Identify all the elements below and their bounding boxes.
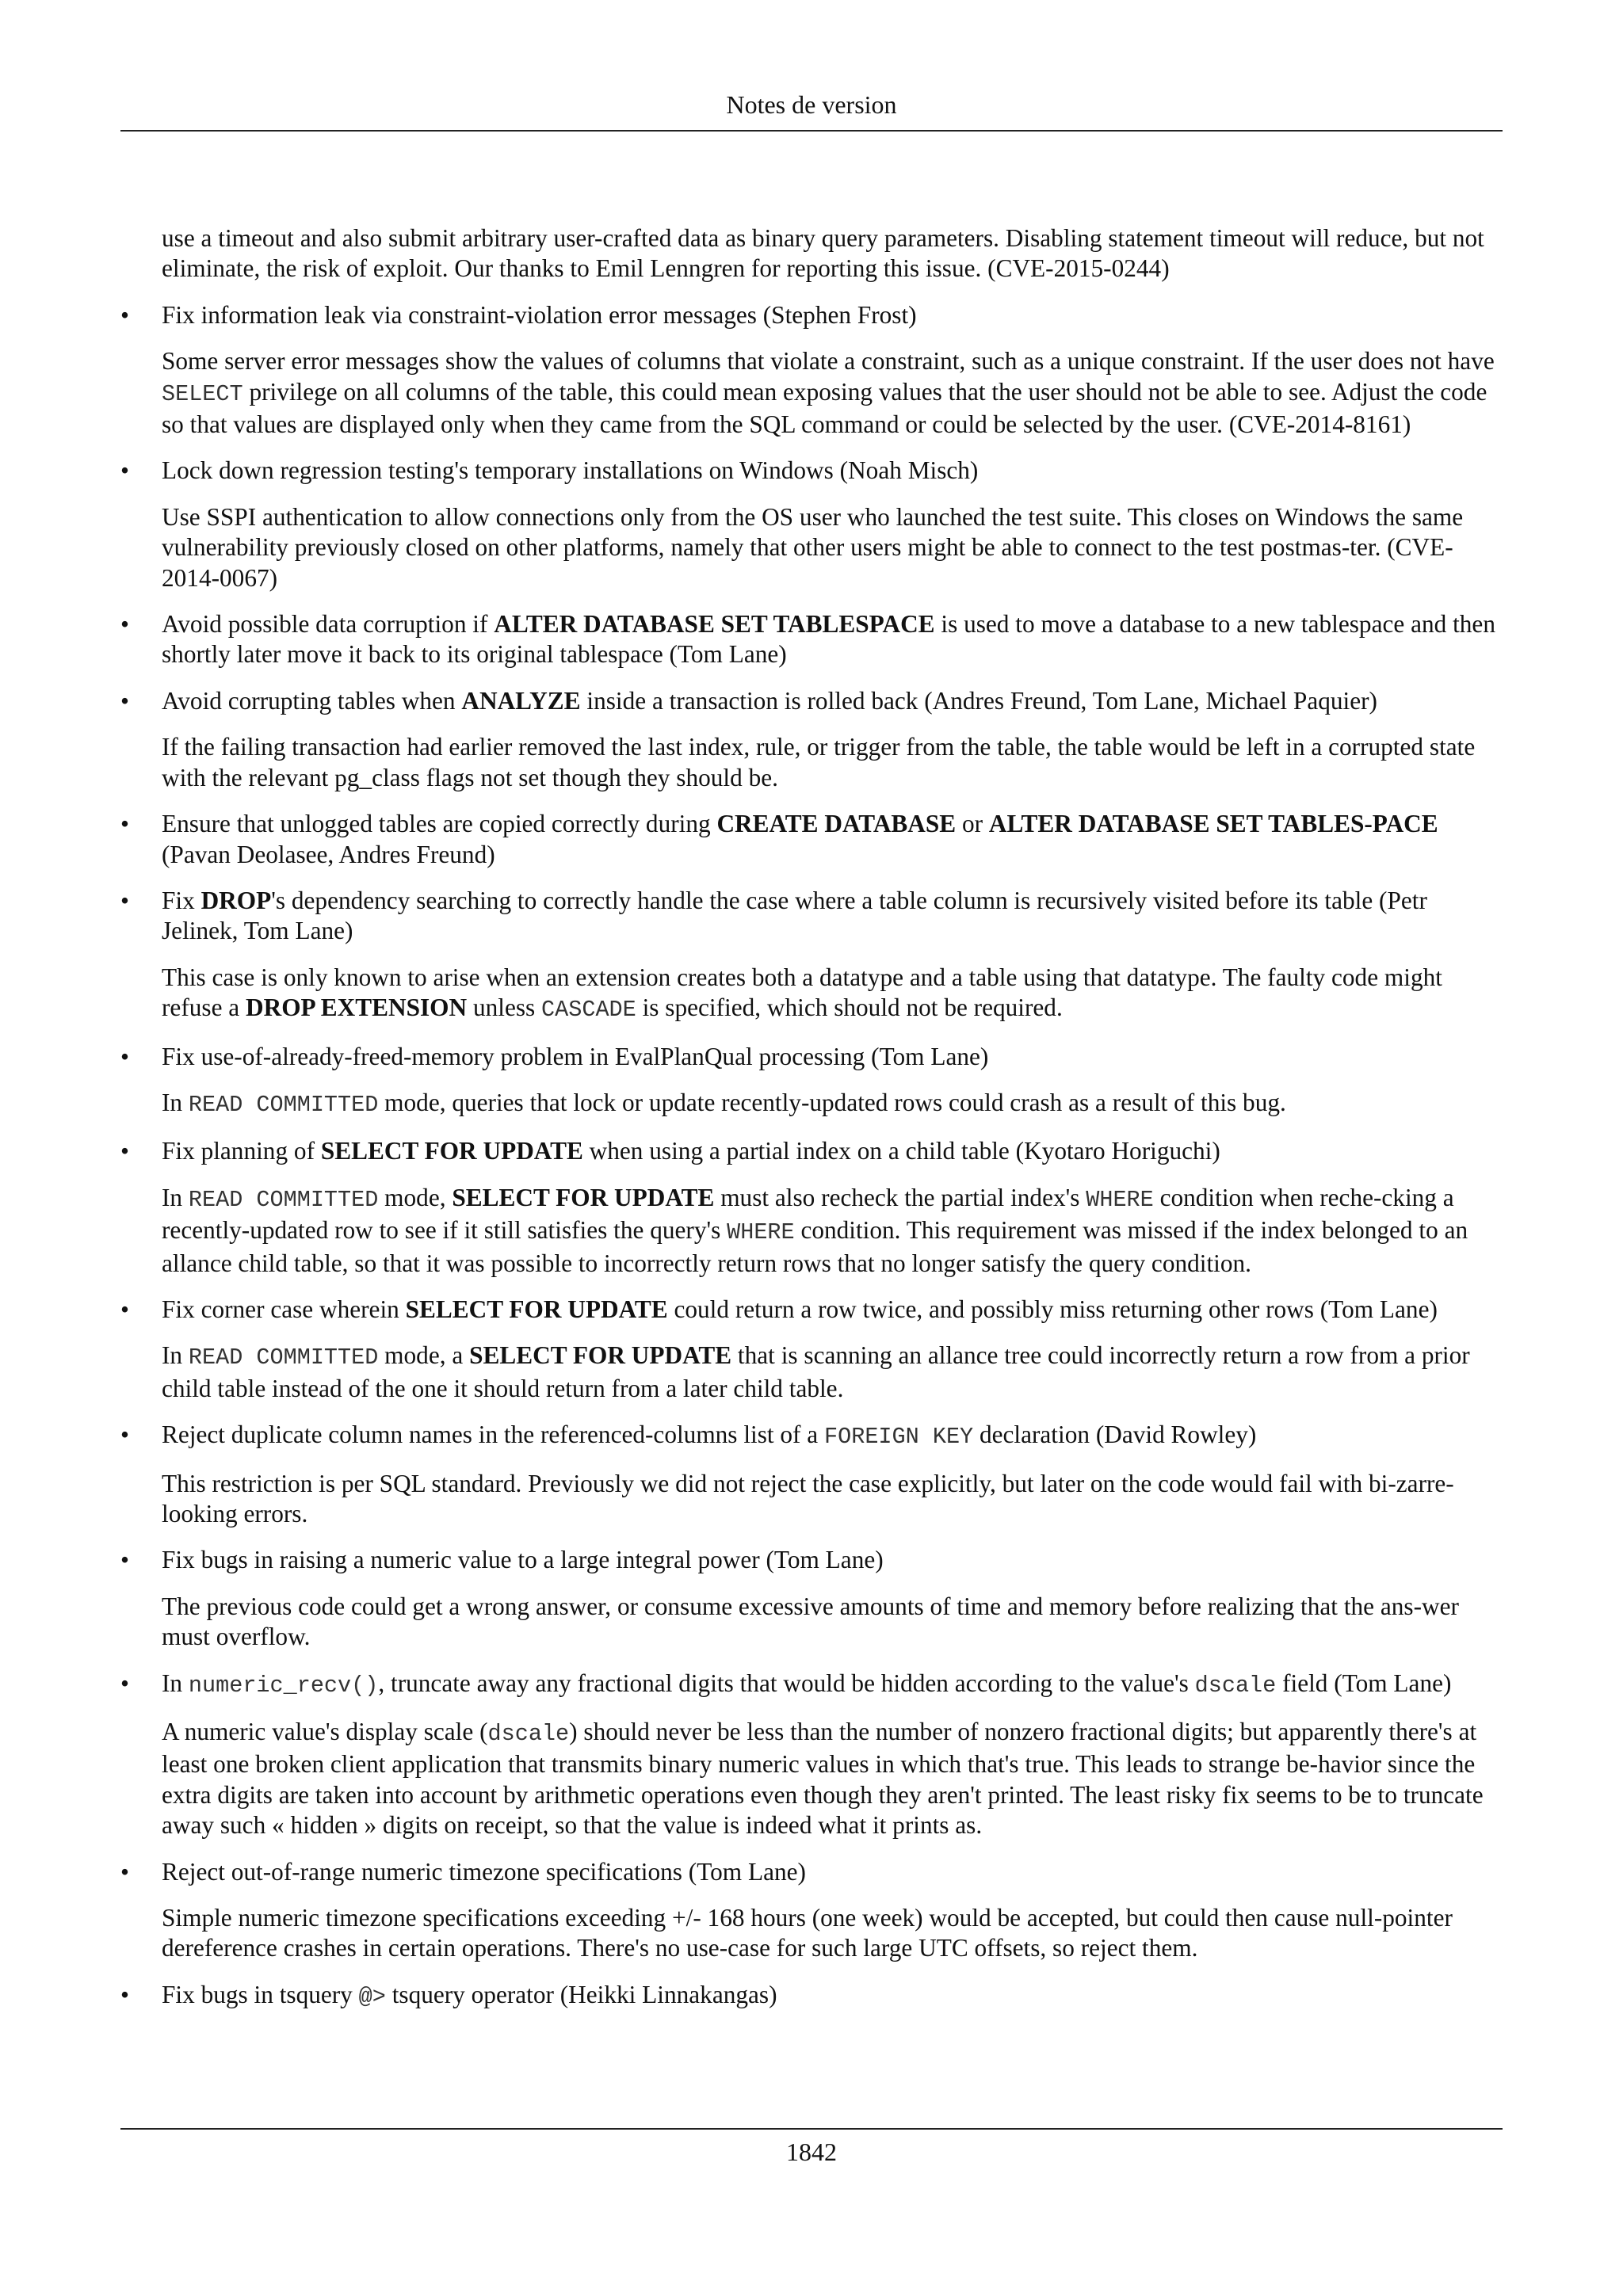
lead-paragraph: use a timeout and also submit arbitrary user-crafted data as binary query parameters. Disabling statement timeout will reduce, but not eliminate, the risk of exploit. Our thanks to Emil Lenngren for reporting this issue. (CVE-2015-0244)	[162, 224, 1484, 283]
item-title: Fix use-of-already-freed-memory problem in EvalPlanQual processing (Tom Lane)	[162, 1042, 989, 1070]
item-title: Fix bugs in tsquery @> tsquery operator (Heikki Linnakangas)	[162, 1980, 777, 2010]
item-title: Avoid corrupting tables when ANALYZE inside a transaction is rolled back (Andres Freund, Tom Lane, Michael Paquier)	[162, 686, 1377, 715]
header-title: Notes de version	[726, 90, 897, 119]
item-title: Fix corner case wherein SELECT FOR UPDATE could return a row twice, and possibly miss returning other rows (Tom Lane)	[162, 1295, 1438, 1323]
bullet: •	[120, 1137, 129, 1165]
item-description: Simple numeric timezone specifications exceeding +/- 168 hours (one week) would be accepted, but could then cause null-pointer dereference crashes in certain operations. There's no use-case for such large UTC offsets, so reject them.	[162, 1904, 1453, 1962]
command-text: ALTER DATABASE SET TABLES-PACE	[988, 810, 1438, 838]
item-title: Fix information leak via constraint-violation error messages (Stephen Frost)	[162, 300, 917, 329]
command-text: DROP EXTENSION	[246, 994, 468, 1022]
list-item	[120, 456, 1506, 593]
page-header	[120, 89, 1503, 132]
page-footer	[120, 2128, 1503, 2168]
code-text: READ COMMITTED	[188, 1344, 379, 1371]
release-notes-body	[120, 223, 1506, 2028]
bullet: •	[120, 1421, 129, 1449]
item-description: A numeric value's display scale (dscale) should never be less than the number of nonzero fractional digits; but apparently there's at least one broken client application that transmits binary numeric values in which that's true. This leads to strange be-havior since the extra digits are taken into account by arithmetic operations even though they aren't printed. The least risky fix seems to be to truncate away such « hidden » digits on receipt, so that the value is indeed what it prints as.	[162, 1718, 1484, 1840]
item-title: Ensure that unlogged tables are copied correctly during CREATE DATABASE or ALTER DATABASE SET TABLES-PACE (Pavan Deolasee, Andres Freund)	[162, 810, 1438, 868]
command-text: CREATE DATABASE	[716, 810, 957, 838]
list-item	[120, 300, 1506, 441]
item-title: Avoid possible data corruption if ALTER DATABASE SET TABLESPACE is used to move a database to a new tablespace and then shortly later move it back to its original tablespace (Tom Lane)	[162, 610, 1495, 669]
list-item	[120, 1420, 1506, 1529]
code-text: CASCADE	[541, 997, 636, 1024]
code-text: SELECT	[162, 380, 243, 407]
item-title: Reject out-of-range numeric timezone specifications (Tom Lane)	[162, 1857, 806, 1886]
list-item	[120, 1042, 1506, 1121]
list-item	[120, 686, 1506, 793]
list-item	[120, 1980, 1506, 2012]
bullet: •	[120, 1669, 129, 1697]
page-number: 1842	[786, 2138, 837, 2166]
bullet: •	[120, 886, 129, 914]
item-description: In READ COMMITTED mode, SELECT FOR UPDATE must also recheck the partial index's WHERE condition when reche-cking a recently-updated row to see if it still satisfies the query's WHERE condition. This requirement was missed if the index belonged to an allance child table, so that it was possible to incorrectly return rows that no longer satisfy the query condition.	[162, 1183, 1468, 1277]
bullet: •	[120, 610, 129, 639]
list-item	[120, 809, 1506, 870]
command-text: SELECT FOR UPDATE	[320, 1137, 583, 1165]
code-text: FOREIGN KEY	[824, 1424, 974, 1451]
code-text: dscale	[1194, 1672, 1277, 1699]
bullet: •	[120, 1857, 129, 1886]
item-description: In READ COMMITTED mode, queries that lock or update recently-updated rows could crash as a result of this bug.	[162, 1088, 1286, 1118]
command-text: SELECT FOR UPDATE	[469, 1341, 732, 1370]
list-item	[120, 1857, 1506, 1964]
bullet: •	[120, 810, 129, 838]
command-text: SELECT FOR UPDATE	[405, 1295, 668, 1323]
code-text: READ COMMITTED	[188, 1186, 379, 1213]
bullet: •	[120, 1042, 129, 1070]
code-text: dscale	[487, 1721, 570, 1748]
bullet: •	[120, 456, 129, 485]
list-item	[120, 886, 1506, 1026]
bullet: •	[120, 686, 129, 715]
item-title: Fix planning of SELECT FOR UPDATE when using a partial index on a child table (Kyotaro Horiguchi)	[162, 1137, 1220, 1165]
code-text: READ COMMITTED	[188, 1091, 379, 1118]
item-title: Fix bugs in raising a numeric value to a large integral power (Tom Lane)	[162, 1546, 884, 1574]
item-description: In READ COMMITTED mode, a SELECT FOR UPDATE that is scanning an allance tree could incorrectly return a row from a prior child table instead of the one it should return from a later child table.	[162, 1341, 1470, 1402]
item-title: Lock down regression testing's temporary installations on Windows (Noah Misch)	[162, 456, 979, 485]
bullet: •	[120, 1295, 129, 1323]
command-text: ANALYZE	[461, 686, 581, 715]
list-item	[120, 609, 1506, 670]
item-title: Reject duplicate column names in the referenced-columns list of a FOREIGN KEY declaration (David Rowley)	[162, 1421, 1257, 1451]
bullet: •	[120, 1546, 129, 1574]
item-description: If the failing transaction had earlier removed the last index, rule, or trigger from the table, the table would be left in a corrupted state with the relevant pg_class flags not set though they should be.	[162, 733, 1476, 791]
item-description: The previous code could get a wrong answer, or consume excessive amounts of time and memory before realizing that the ans-wer must overflow.	[162, 1592, 1459, 1651]
item-title: Fix DROP's dependency searching to correctly handle the case where a table column is recursively visited before its table (Petr Jelinek, Tom Lane)	[162, 886, 1427, 945]
code-text: WHERE	[727, 1219, 795, 1246]
item-title: In numeric_recv(), truncate away any fractional digits that would be hidden according to the value's dscale field (Tom Lane)	[162, 1669, 1452, 1699]
list-item	[120, 1136, 1506, 1279]
item-description: This case is only known to arise when an extension creates both a datatype and a table using that datatype. The faulty code might refuse a DROP EXTENSION unless CASCADE is specified, which should not be required.	[162, 963, 1442, 1024]
item-description: Some server error messages show the values of columns that violate a constraint, such as a unique constraint. If the user does not have SELECT privilege on all columns of the table, this could mean exposing values that the user should not be able to see. Adjust the code so that values are displayed only when they came from the SQL command or could be selected by the user. (CVE-2014-8161)	[162, 347, 1495, 439]
command-text: DROP	[200, 886, 272, 914]
code-text: @>	[358, 1983, 386, 2010]
command-text: SELECT FOR UPDATE	[452, 1183, 715, 1211]
code-text: numeric_recv()	[188, 1672, 379, 1699]
list-item	[120, 1545, 1506, 1652]
list-item	[120, 1295, 1506, 1404]
command-text: ALTER DATABASE SET TABLESPACE	[494, 610, 935, 639]
item-description: Use SSPI authentication to allow connections only from the OS user who launched the test suite. This closes on Windows the same vulnerability previously closed on other platforms, namely that other users might be able to connect to the test postmas-ter. (CVE-2014-0067)	[162, 502, 1464, 592]
code-text: WHERE	[1086, 1186, 1154, 1213]
bullet: •	[120, 1980, 129, 2008]
bullet: •	[120, 300, 129, 329]
list-item	[120, 1669, 1506, 1841]
item-description: This restriction is per SQL standard. Previously we did not reject the case explicitly, but later on the code would fail with bi-zarre-looking errors.	[162, 1469, 1454, 1527]
